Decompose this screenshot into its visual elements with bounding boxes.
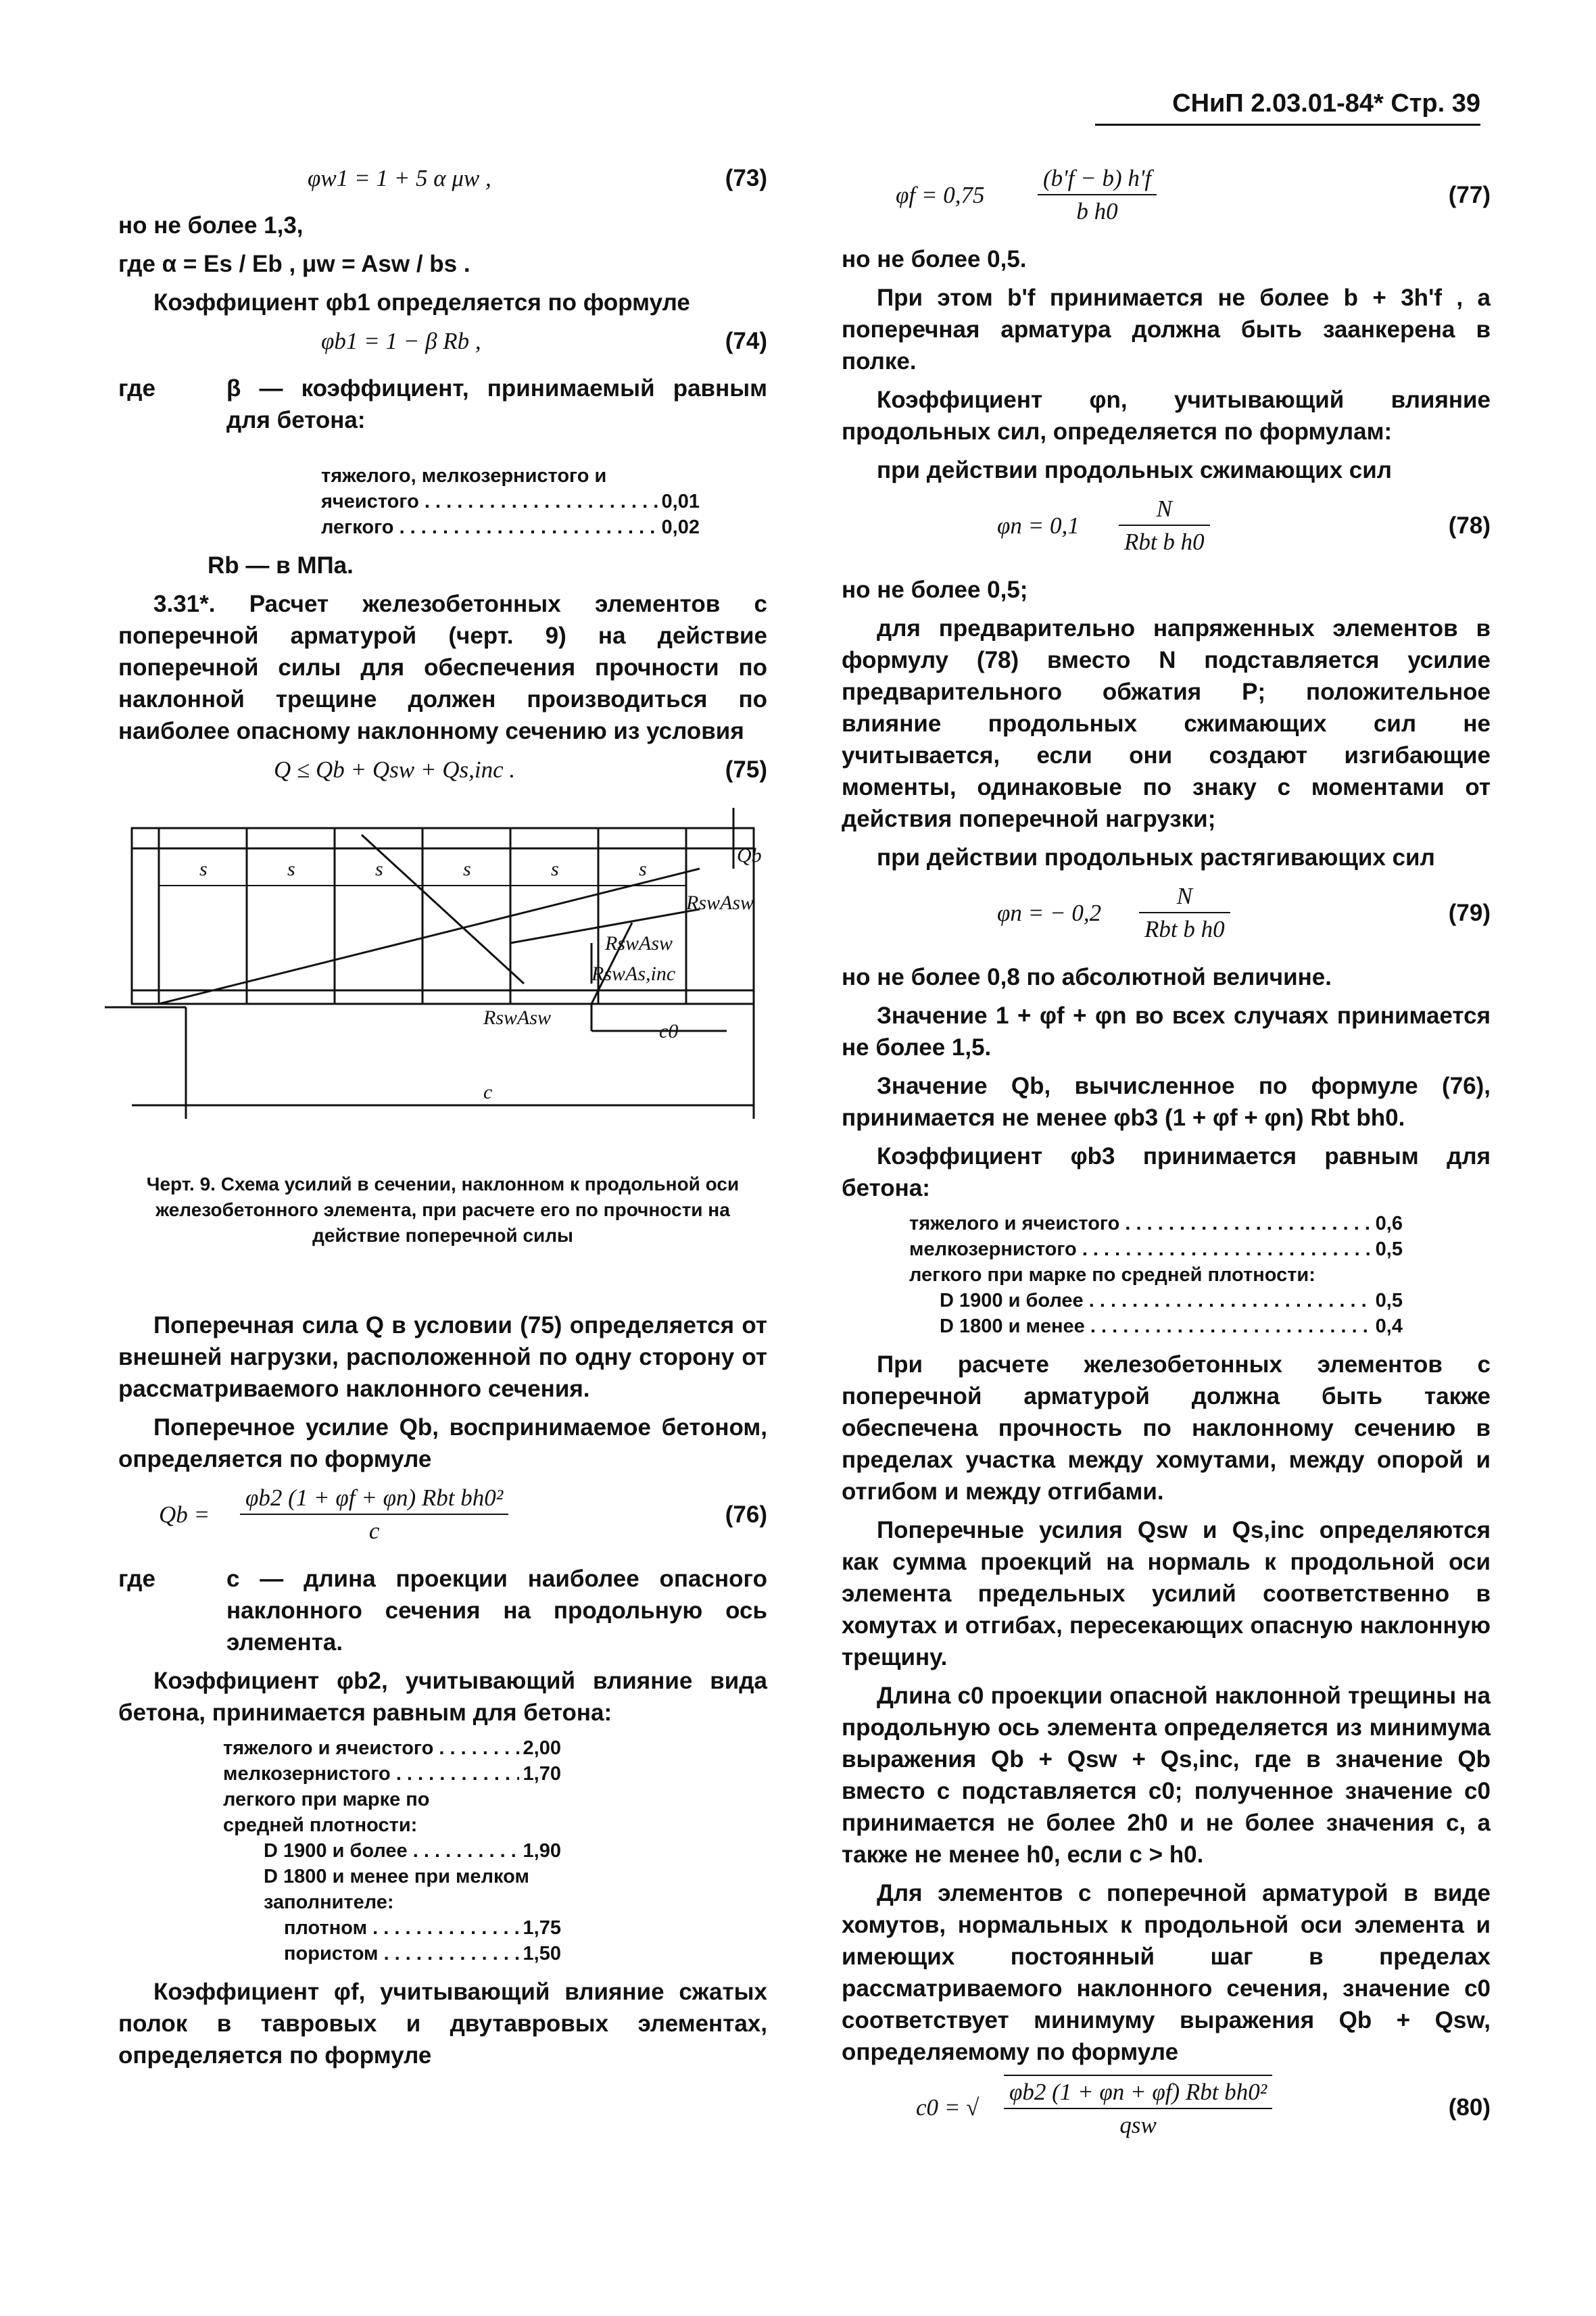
phi-f-intro: Коэффициент φf, учитывающий влияние сжатых полок в тавровых и двутавровых элементах, определяется по формуле [118, 1979, 767, 2069]
tension-heading: при действии продольных растягивающих сил [877, 844, 1435, 871]
list-item: мелкозернистого . . . 1,70 [223, 1761, 561, 1787]
where-c-text: c — длина проекции наиболее опасного наклонного сечения на продольную ось элемента. [226, 1566, 767, 1656]
list-item: D 1800 и менее . . . 0,4 [909, 1313, 1403, 1339]
formula-76-fraction [240, 1482, 508, 1547]
beta-list [321, 463, 700, 540]
spacing-label: s [551, 858, 559, 880]
rsw-asw-label: RswAsw [686, 892, 754, 914]
formula-77-fraction [1038, 162, 1157, 227]
c0-label: c0 [659, 1020, 679, 1042]
formula-77-number: (77) [1448, 182, 1491, 208]
list-item: тяжелого, мелкозернистого и [321, 465, 607, 487]
formula-78-fraction [1119, 493, 1210, 558]
where-c [118, 1563, 767, 1658]
not-more-0-5b: но не более 0,5; [842, 577, 1028, 603]
formula-79-lhs: φn = − 0,2 [997, 900, 1102, 926]
formula-80-lhs: c0 = √ [916, 2094, 980, 2121]
formula-77-denominator: b h0 [1076, 198, 1118, 224]
not-more-0-8: но не более 0,8 по абсолютной величине. [842, 964, 1332, 990]
phi-b3-intro: Коэффициент φb3 принимается равным для бетона: [842, 1143, 1491, 1201]
formula-78-number: (78) [1448, 512, 1491, 539]
list-item: плотном . . . 1,75 [223, 1915, 561, 1941]
formula-78-numerator: N [1119, 493, 1210, 526]
formula-74-body: φb1 = 1 − β Rb , [321, 328, 481, 354]
formula-79 [842, 880, 1491, 955]
list-item: D 1900 и более . . . 1,90 [223, 1838, 561, 1864]
qb-label: Qb [737, 844, 762, 867]
not-more-1-3: но не более 1,3, [118, 212, 304, 239]
formula-77-numerator: (b'f − b) h'f [1038, 162, 1157, 195]
figure-9 [118, 808, 767, 1159]
formula-76-numerator: φb2 (1 + φf + φn) Rbt bh0² [240, 1482, 508, 1515]
spacing-label: s [287, 858, 295, 880]
figure-9-caption: Черт. 9. Схема усилий в сечении, наклонном к продольной оси железобетонного элемента, при расчете его по прочности на действие поперечной силы [146, 1174, 740, 1246]
value-1-paragraph: Значение 1 + φf + φn во всех случаях принимается не более 1,5. [842, 1003, 1491, 1061]
formula-76-lhs: Qb = [159, 1501, 210, 1528]
list-item: пористом . . . 1,50 [223, 1941, 561, 1967]
formula-74-number: (74) [725, 328, 767, 354]
formula-76 [118, 1482, 767, 1556]
list-item: ячеистого . . . 0,01 [321, 489, 700, 514]
phi-b1-intro: Коэффициент φb1 определяется по формуле [153, 289, 690, 316]
calc-paragraph: При расчете железобетонных элементов с поперечной арматурой должна быть также обеспечена прочность по наклонному сечению в пределах участка между хомутами, между опорой и отгибом и между отгибами. [842, 1351, 1491, 1505]
section-3-31: 3.31*. Расчет железобетонных элементов с поперечной арматурой (черт. 9) на действие поперечной силы для обеспечения прочности по наклонной трещине должен производиться по наиболее опасному наклонному сечению из условия [118, 591, 767, 744]
formula-75-number: (75) [725, 756, 767, 783]
formula-73 [118, 162, 767, 203]
left-column [118, 155, 767, 2078]
formula-73-body: φw1 = 1 + 5 α μw , [308, 165, 491, 191]
where-alpha: где α = Es / Eb , μw = Asw / bs . [118, 251, 470, 277]
inclined-bar [362, 835, 524, 984]
qsw-paragraph: Поперечные усилия Qsw и Qs,inc определяются как сумма проекций на нормаль к продольной оси элемента предельных усилий соответственно в хомутах и отгибах, пересекающих опасную наклонную трещину. [842, 1517, 1491, 1670]
formula-79-numerator: N [1139, 880, 1230, 913]
prestress-paragraph: для предварительно напряженных элементов в формулу (78) вместо N подставляется усилие предварительного обжатия P; положительное влияние продольных сжимающих сил не учитывается, если они создают изгибающие моменты, одинаковые по знаку с моментами от действия поперечной нагрузки; [842, 615, 1491, 832]
rsw-asw-label-2: RswAsw [605, 932, 673, 955]
formula-73-number: (73) [725, 165, 767, 191]
list-item: легкого . . . 0,02 [321, 514, 700, 540]
rb-mpa: Rb — в МПа. [208, 552, 354, 579]
list-item: D 1900 и более . . . 0,5 [909, 1288, 1403, 1313]
qb-paragraph: Поперечное усилие Qb, воспринимаемое бетоном, определяется по формуле [118, 1414, 767, 1472]
formula-76-denominator: c [368, 1518, 380, 1544]
list-item: легкого при марке по средней плотности: [909, 1264, 1315, 1286]
spacing-label: s [639, 858, 647, 880]
formula-77 [842, 162, 1491, 237]
formula-80-numerator: φb2 (1 + φn + φf) Rbt bh0² [1004, 2076, 1272, 2109]
list-item: D 1800 и менее при мелком заполнителе: [264, 1866, 529, 1913]
phi-b2-list [223, 1735, 561, 1967]
list-item: легкого при марке по средней плотности: [223, 1789, 430, 1836]
formula-75-body: Q ≤ Qb + Qsw + Qs,inc . [274, 756, 516, 783]
spacing-label: s [375, 858, 383, 880]
elements-paragraph: Для элементов с поперечной арматурой в виде хомутов, нормальных к продольной оси элемента и имеющих постоянный шаг в пределах рассматриваемого наклонного сечения, значение c0 соответствует минимуму выражения Qb + Qsw, определяемому по формуле [842, 1880, 1491, 2065]
formula-78-lhs: φn = 0,1 [997, 512, 1080, 539]
phi-n-intro: Коэффициент φn, учитывающий влияние продольных сил, определяется по формулам: [842, 387, 1491, 445]
list-item: тяжелого и ячеистого . . . 2,00 [223, 1735, 561, 1761]
formula-76-number: (76) [725, 1501, 767, 1528]
phi-b3-list [909, 1211, 1403, 1339]
where-word: где [118, 1566, 155, 1592]
phi-b2-intro: Коэффициент φb2, учитывающий влияние вида бетона, принимается равным для бетона: [118, 1668, 767, 1726]
spacing-label: s [463, 858, 471, 880]
formula-80 [842, 2075, 1491, 2149]
formula-79-number: (79) [1448, 900, 1491, 926]
compress-heading: при действии продольных сжимающих сил [877, 457, 1393, 483]
formula-80-denominator: qsw [1119, 2112, 1157, 2138]
where-beta [118, 372, 767, 436]
where-word: где [118, 375, 155, 402]
where-beta-text: β — коэффициент, принимаемый равным для бетона: [226, 375, 767, 433]
formula-77-lhs: φf = 0,75 [896, 182, 985, 208]
formula-75 [118, 754, 767, 794]
formula-80-fraction [1004, 2075, 1272, 2141]
formula-80-number: (80) [1448, 2094, 1491, 2121]
formula-78 [842, 493, 1491, 567]
not-more-0-5: но не более 0,5. [842, 246, 1027, 272]
bf-paragraph: При этом b'f принимается не более b + 3h'f , а поперечная арматура должна быть заанкерена в полке. [842, 285, 1491, 375]
rsw-asinc-label: RswAs,inc [591, 963, 676, 985]
figure-9-diagram [105, 808, 794, 1159]
c0-paragraph: Длина c0 проекции опасной наклонной трещины на продольную ось элемента определяется из минимума выражения Qb + Qsw + Qs,inc, где в значение Qb вместо c подставляется c0; полученное значение c0 принимается не более 2h0 и не более значения c, а также не менее h0, если c > h0. [842, 1683, 1491, 1868]
formula-74 [118, 325, 767, 366]
formula-78-denominator: Rbt b h0 [1124, 529, 1205, 555]
rsw-asw-label-3: RswAsw [483, 1007, 552, 1029]
value-qb-paragraph: Значение Qb, вычисленное по формуле (76), принимается не менее φb3 (1 + φf + φn) Rbt bh0. [842, 1073, 1491, 1131]
q-paragraph: Поперечная сила Q в условии (75) определяется от внешней нагрузки, расположенной по одну сторону от рассматриваемого наклонного сечения. [118, 1312, 767, 1402]
page-header: СНиП 2.03.01-84* Стр. 39 [1095, 88, 1480, 126]
c-label: c [483, 1081, 493, 1103]
right-column [842, 155, 1491, 2156]
formula-79-denominator: Rbt b h0 [1144, 916, 1225, 942]
list-item: мелкозернистого . . . 0,5 [909, 1236, 1403, 1262]
spacing-label: s [199, 858, 208, 880]
list-item: тяжелого и ячеистого . . . 0,6 [909, 1211, 1403, 1236]
formula-79-fraction [1139, 880, 1230, 945]
